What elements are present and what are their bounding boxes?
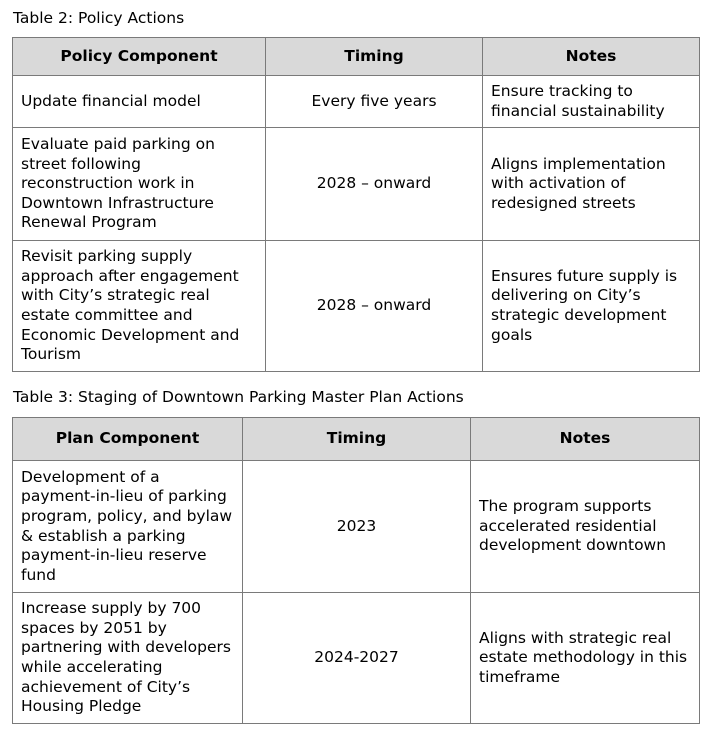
table-row <box>13 241 700 372</box>
cell-component: Increase supply by 700 spaces by 2051 by partnering with developers while accelerating achievement of City’s Housing Pledge <box>13 593 243 724</box>
cell-notes: Ensure tracking to financial sustainability <box>483 76 700 128</box>
cell-component: Revisit parking supply approach after engagement with City’s strategic real estate committee and Economic Development and Tourism <box>13 241 266 372</box>
cell-component: Evaluate paid parking on street following reconstruction work in Downtown Infrastructure Renewal Program <box>13 128 266 241</box>
table-row <box>13 76 700 128</box>
table2-caption: Table 2: Policy Actions <box>13 9 185 27</box>
table3-caption: Table 3: Staging of Downtown Parking Master Plan Actions <box>13 388 464 406</box>
table-row <box>13 128 700 241</box>
cell-component: Development of a payment-in-lieu of parking program, policy, and bylaw & establish a parking payment-in-lieu reserve fund <box>13 461 243 593</box>
cell-notes: The program supports accelerated residential development downtown <box>471 461 700 593</box>
column-header-timing: Timing <box>266 38 483 76</box>
policy-actions-table <box>12 37 700 372</box>
table-row <box>13 461 700 593</box>
cell-component: Update financial model <box>13 76 266 128</box>
cell-notes: Aligns implementation with activation of redesigned streets <box>483 128 700 241</box>
cell-timing: 2028 – onward <box>266 128 483 241</box>
cell-timing: 2024-2027 <box>243 593 471 724</box>
column-header-notes: Notes <box>471 418 700 461</box>
cell-notes: Aligns with strategic real estate methodology in this timeframe <box>471 593 700 724</box>
staging-actions-table <box>12 417 700 724</box>
cell-timing: Every five years <box>266 76 483 128</box>
table-row <box>13 593 700 724</box>
column-header-timing: Timing <box>243 418 471 461</box>
column-header-component: Policy Component <box>13 38 266 76</box>
cell-timing: 2028 – onward <box>266 241 483 372</box>
column-header-notes: Notes <box>483 38 700 76</box>
cell-notes: Ensures future supply is delivering on City’s strategic development goals <box>483 241 700 372</box>
table-header-row <box>13 418 700 461</box>
table-header-row <box>13 38 700 76</box>
cell-timing: 2023 <box>243 461 471 593</box>
column-header-component: Plan Component <box>13 418 243 461</box>
